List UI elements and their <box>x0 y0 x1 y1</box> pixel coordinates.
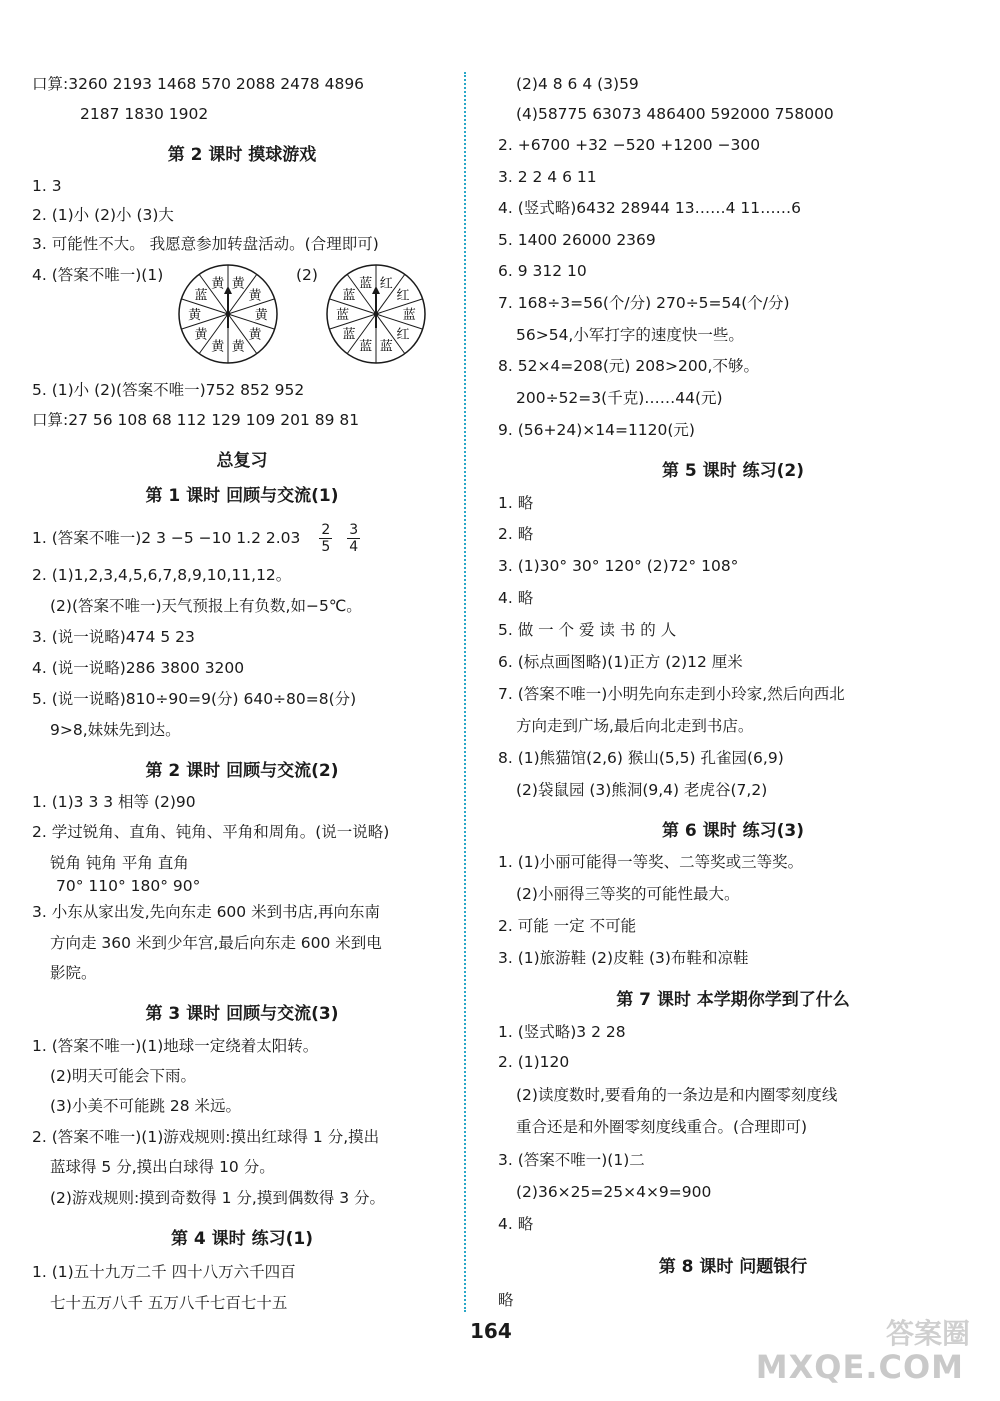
answer-line: 3. 小东从家出发,先向东走 600 米到书店,再向东南 <box>32 903 381 921</box>
answer-line: 2. 学过锐角、直角、钝角、平角和周角。(说一说略) <box>32 823 390 841</box>
answer-line: 4. 略 <box>498 589 534 607</box>
answer-line <box>32 522 364 555</box>
wheel-sector-label: 蓝 <box>402 308 416 323</box>
answer-line: 4. (答案不唯一)(1) <box>32 266 164 284</box>
answer-line: 7. (答案不唯一)小明先向东走到小玲家,然后向西北 <box>498 685 845 703</box>
answer-line: 方向走到广场,最后向北走到书店。 <box>516 717 754 735</box>
answer-line: (2) <box>296 266 318 284</box>
section-heading: 第 8 课时 问题银行 <box>658 1257 808 1277</box>
answer-line: 1. (1)3 3 3 相等 (2)90 <box>32 793 196 811</box>
answer-line: 1. (答案不唯一)(1)地球一定绕着太阳转。 <box>32 1037 319 1055</box>
answer-line: 3. 可能性不大。 我愿意参加转盘活动。(合理即可) <box>32 235 379 253</box>
section-heading: 第 3 课时 回顾与交流(3) <box>145 1004 339 1024</box>
oral-calc-line-1: 口算:3260 2193 1468 570 2088 2478 4896 <box>32 75 365 93</box>
answer-line: (4)58775 63073 486400 592000 758000 <box>516 105 834 123</box>
wheel-sector-label: 红 <box>379 276 393 292</box>
fraction <box>347 522 360 555</box>
wheel-sector-label: 黄 <box>231 276 245 292</box>
wheel-sector-label: 红 <box>396 327 410 343</box>
oral-calc-line-2: 2187 1830 1902 <box>80 105 209 123</box>
wheel-sector-label: 蓝 <box>342 288 356 304</box>
answer-line: 2. +6700 +32 −520 +1200 −300 <box>498 136 761 154</box>
answer-line: (3)小美不可能跳 28 米远。 <box>50 1097 242 1115</box>
answer-line: 4. (竖式略)6432 28944 13……4 11……6 <box>498 199 802 217</box>
answer-line: (2)(答案不唯一)天气预报上有负数,如−5℃。 <box>50 597 362 615</box>
answer-line: (2)读度数时,要看角的一条边是和内圈零刻度线 <box>516 1086 838 1104</box>
section-heading: 第 7 课时 本学期你学到了什么 <box>616 990 850 1010</box>
watermark-url: MXQE.COM <box>755 1348 964 1386</box>
section-heading: 第 4 课时 练习(1) <box>171 1229 313 1249</box>
section-heading: 第 5 课时 练习(2) <box>662 461 804 481</box>
answer-text: 1. (答案不唯一)2 3 −5 −10 1.2 2.03 <box>32 529 301 547</box>
answer-line: 5. (1)小 (2)(答案不唯一)752 852 952 <box>32 381 305 399</box>
section-heading: 第 1 课时 回顾与交流(1) <box>145 486 339 506</box>
section-heading: 第 2 课时 摸球游戏 <box>167 145 317 165</box>
answer-line: 56>54,小军打字的速度快一些。 <box>516 326 744 344</box>
page-number: 164 <box>470 1319 512 1343</box>
watermark-logo: 答案圈 <box>885 1317 970 1350</box>
answer-line: (2)袋鼠园 (3)熊洞(9,4) 老虎谷(7,2) <box>516 781 768 799</box>
spinner-wheel-1 <box>176 262 280 366</box>
review-heading: 总复习 <box>216 451 268 471</box>
answer-line: (2)小丽得三等奖的可能性最大。 <box>516 885 740 903</box>
section-heading: 第 2 课时 回顾与交流(2) <box>145 761 339 781</box>
wheel-sector-label: 黄 <box>248 288 262 304</box>
fraction <box>319 522 332 555</box>
denominator: 5 <box>321 539 331 555</box>
answer-line: 1. (竖式略)3 2 28 <box>498 1023 626 1041</box>
wheel-sector-label: 黄 <box>194 327 208 343</box>
answer-line: 5. 1400 26000 2369 <box>498 231 656 249</box>
answer-line: (2)4 8 6 4 (3)59 <box>516 75 639 93</box>
answer-line: 4. (说一说略)286 3800 3200 <box>32 659 245 677</box>
answer-line: 2. 略 <box>498 525 534 543</box>
denominator: 4 <box>349 539 359 555</box>
answer-line: 200÷52=3(千克)……44(元) <box>516 389 723 407</box>
angle-values: 70° 110° 180° 90° <box>56 877 201 895</box>
numerator: 2 <box>321 522 331 538</box>
numerator: 3 <box>349 522 359 538</box>
wheel-sector-label: 黄 <box>254 308 268 323</box>
column-divider <box>464 72 466 1312</box>
answer-line: 3. (1)30° 30° 120° (2)72° 108° <box>498 557 739 575</box>
answer-line: 3. 2 2 4 6 11 <box>498 168 597 186</box>
answer-line: 9. (56+24)×14=1120(元) <box>498 421 695 439</box>
answer-line: 2. (1)1,2,3,4,5,6,7,8,9,10,11,12。 <box>32 566 292 584</box>
wheel-sector-label: 黄 <box>231 339 245 355</box>
wheel-sector-label: 黄 <box>211 276 225 292</box>
wheel-sector-label: 蓝 <box>342 327 356 343</box>
answer-line: 5. (说一说略)810÷90=9(分) 640÷80=8(分) <box>32 690 357 708</box>
answer-line: 4. 略 <box>498 1215 534 1233</box>
wheel-sector-label: 蓝 <box>379 339 393 355</box>
answer-line: 方向走 360 米到少年宫,最后向东走 600 米到电 <box>50 934 382 952</box>
answer-line: 略 <box>498 1291 514 1309</box>
answer-line: 影院。 <box>50 964 97 982</box>
answer-line: 2. 可能 一定 不可能 <box>498 917 637 935</box>
answer-line: 2. (1)小 (2)小 (3)大 <box>32 206 174 224</box>
angle-names: 锐角 钝角 平角 直角 <box>50 854 189 872</box>
answer-line: 6. 9 312 10 <box>498 262 587 280</box>
answer-line: 8. (1)熊猫馆(2,6) 猴山(5,5) 孔雀园(6,9) <box>498 749 784 767</box>
answer-line: 2. (1)120 <box>498 1053 570 1071</box>
wheel-sector-label: 蓝 <box>359 276 373 292</box>
answer-line: 1. (1)五十九万二千 四十八万六千四百 <box>32 1263 296 1281</box>
section-heading: 第 6 课时 练习(3) <box>662 821 804 841</box>
answer-line: 7. 168÷3=56(个/分) 270÷5=54(个/分) <box>498 294 790 312</box>
answer-line: 蓝球得 5 分,摸出白球得 10 分。 <box>50 1158 275 1176</box>
answer-line: 5. 做 一 个 爱 读 书 的 人 <box>498 621 677 639</box>
answer-line: 3. (1)旅游鞋 (2)皮鞋 (3)布鞋和凉鞋 <box>498 949 749 967</box>
wheel-sector-label: 红 <box>396 288 410 304</box>
wheel-sector-label: 黄 <box>248 327 262 343</box>
answer-line: 9>8,妹妹先到达。 <box>50 721 181 739</box>
answer-line: 3. (说一说略)474 5 23 <box>32 628 195 646</box>
wheel-sector-label: 蓝 <box>194 288 208 304</box>
wheel-center <box>226 312 231 317</box>
wheel-sector-label: 黄 <box>211 339 225 355</box>
answer-line: 重合还是和外圈零刻度线重合。(合理即可) <box>516 1118 808 1136</box>
spinner-wheel-2 <box>324 262 428 366</box>
answer-line: (2)游戏规则:摸到奇数得 1 分,摸到偶数得 3 分。 <box>50 1189 386 1207</box>
wheel-sector-label: 黄 <box>188 308 202 323</box>
answer-line: 6. (标点画图略)(1)正方 (2)12 厘米 <box>498 653 743 671</box>
wheel-sector-label: 蓝 <box>336 308 350 323</box>
answer-line: 8. 52×4=208(元) 208>200,不够。 <box>498 357 759 375</box>
answer-line: (2)明天可能会下雨。 <box>50 1067 196 1085</box>
wheel-center <box>374 312 379 317</box>
answer-line: 1. (1)小丽可能得一等奖、二等奖或三等奖。 <box>498 853 804 871</box>
wheel-sector-label: 蓝 <box>359 339 373 355</box>
answer-line: 1. 3 <box>32 177 62 195</box>
answer-line: 七十五万八千 五万八千七百七十五 <box>50 1294 288 1312</box>
answer-line: 1. 略 <box>498 494 534 512</box>
oral-calc-line: 口算:27 56 108 68 112 129 109 201 89 81 <box>32 411 360 429</box>
answer-line: 2. (答案不唯一)(1)游戏规则:摸出红球得 1 分,摸出 <box>32 1128 380 1146</box>
answer-line: 3. (答案不唯一)(1)二 <box>498 1151 645 1169</box>
answer-line: (2)36×25=25×4×9=900 <box>516 1183 712 1201</box>
